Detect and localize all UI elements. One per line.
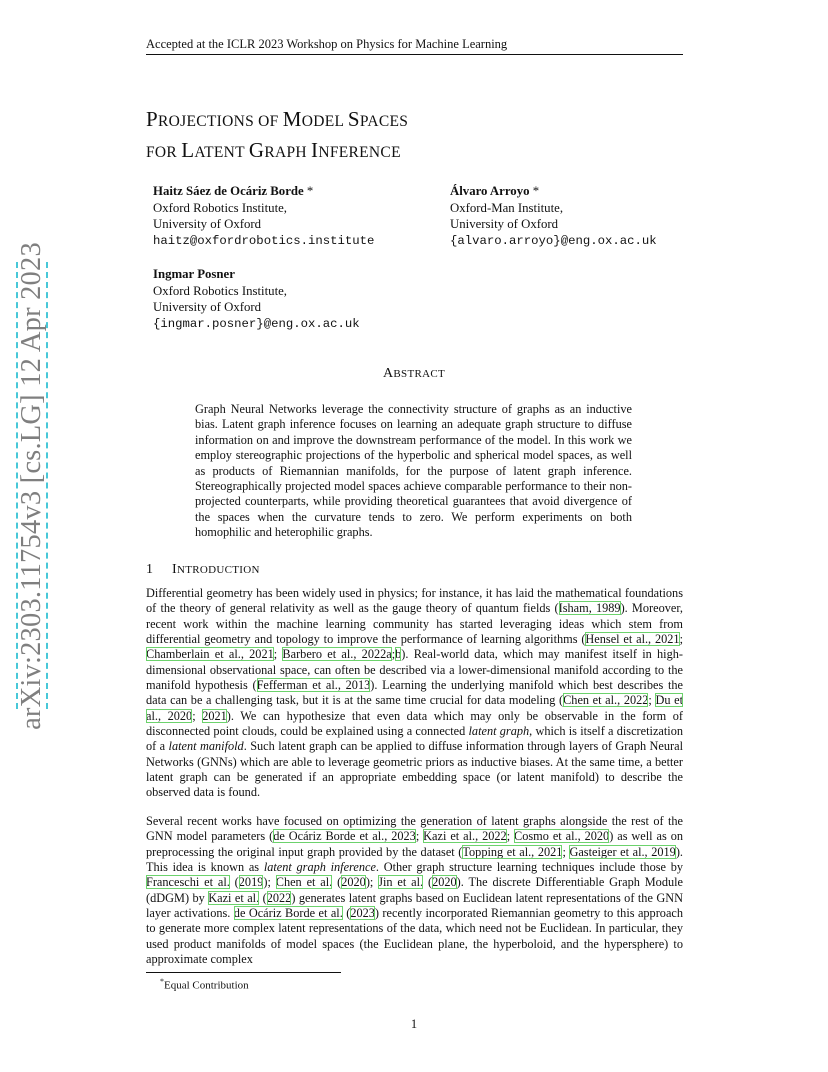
citation-link[interactable]: Chen et al. <box>275 875 333 890</box>
equal-contribution-mark: * <box>303 184 314 198</box>
emphasis-term: latent graph <box>468 724 530 739</box>
citation-link[interactable]: Fefferman et al., 2013 <box>256 678 371 693</box>
author-name: Álvaro Arroyo <box>450 184 530 198</box>
stamp-border-right <box>46 262 48 709</box>
citation-link[interactable]: Franceschi et al. <box>146 875 230 890</box>
author-affiliation: Oxford Robotics Institute, <box>153 200 287 215</box>
section-heading-introduction: 1 INTRODUCTION <box>146 562 260 577</box>
emphasis-term: latent graph inference <box>263 860 376 875</box>
section-number: 1 <box>146 562 154 577</box>
citation-link[interactable]: 2020 <box>341 875 366 890</box>
citation-link[interactable]: b <box>395 647 402 662</box>
intro-paragraph-2: Several recent works have focused on optimizing the generation of latent graphs alongside the rest of the GNN model parameters (de Ocáriz Borde et al., 2023; Kazi et al., 2022; Cosmo et al., 2020) as well as on preprocessing the original input graph provided by the dataset (Topping et al., 2021; Gasteiger et al., 2019). This idea is known as latent graph inference. Other graph structure learning techniques include those by Franceschi et al. (2019); Chen et al. (2020); Jin et al. (2020). The discrete Differentiable Graph Module (dDGM) by Kazi et al. (2022) generates latent graphs based on Euclidean latent representations of the GNN layer activations. de Ocáriz Borde et al. (2023) recently incorporated Riemannian geometry to this approach to generate more complex latent representations of the data, which need not be Euclidean. In particular, they used product manifolds of model spaces (the Euclidean plane, the hyperboloid, and the hypersphere) to approximate complex <box>146 814 684 967</box>
footnote-divider <box>146 972 341 973</box>
citation-link[interactable]: Kazi et al., 2022 <box>423 829 507 844</box>
citation-link[interactable]: Isham, 1989 <box>558 601 621 616</box>
arxiv-id-text: arXiv:2303.11754v3 [cs.LG] 12 Apr 2023 <box>16 241 48 730</box>
citation-link[interactable]: 2020 <box>432 875 457 890</box>
citation-link[interactable]: Gasteiger et al., 2019 <box>569 844 676 859</box>
page-number: 1 <box>410 1017 418 1031</box>
paper-title: PROJECTIONS OF MODEL SPACES FOR LATENT GRAPH INFERENCE <box>146 107 409 162</box>
citation-link[interactable]: Chamberlain et al., 2021 <box>146 647 274 662</box>
author-university: University of Oxford <box>450 217 559 231</box>
citation-link[interactable]: Kazi et al. <box>208 890 260 905</box>
arxiv-identifier-stamp <box>12 241 52 730</box>
citation-link[interactable]: Chen et al., 2022 <box>563 693 649 708</box>
author-email[interactable]: {alvaro.arroyo}@eng.ox.ac.uk <box>450 233 657 248</box>
emphasis-term: latent manifold <box>168 739 244 754</box>
author-block-1 <box>153 183 374 249</box>
author-block-3 <box>153 266 360 332</box>
footnote-text: Equal Contribution <box>164 979 249 992</box>
citation-link[interactable]: de Ocáriz Borde et al. <box>233 906 343 921</box>
author-university: University of Oxford <box>153 217 262 231</box>
author-name: Haitz Sáez de Ocáriz Borde <box>153 184 304 198</box>
author-email[interactable]: haitz@oxfordrobotics.institute <box>153 233 375 248</box>
abstract-heading: ABSTRACT <box>382 366 446 381</box>
intro-paragraph-1: Differential geometry has been widely used in physics; for instance, it has laid the mathematical foundations of the theory of general relativity as well as the gauge theory of quantum fields (Isham, 1989). Moreover, recent work within the machine learning community has started leveraging ideas which stem from differential geometry and topology to improve the performance of learning algorithms (Hensel et al., 2021; Chamberlain et al., 2021; Barbero et al., 2022a;b). Real-world data, which may manifest itself in high-dimensional observational space, can often be described via a lower-dimensional manifold according to the manifold hypothesis (Fefferman et al., 2013). Learning the underlying manifold which best describes the data can be a challenging task, but it is at the same time crucial for data modeling (Chen et al., 2022; Du et al., 2020; 2021). We can hypothesize that even data which may only be observable in the form of disconnected point clouds, could be explained using a connected latent graph, which is itself a discretization of a latent manifold. Such latent graph can be applied to diffuse information through layers of Graph Neural Networks (GNNs) which are able to leverage geometric priors as inductive biases. At the same time, a better latent graph can be generated if an appropriate embedding space (or latent manifold) to describe the observed data is found. <box>146 586 683 800</box>
author-affiliation: Oxford-Man Institute, <box>450 200 564 215</box>
author-name: Ingmar Posner <box>153 267 235 281</box>
citation-link[interactable]: Cosmo et al., 2020 <box>514 829 610 844</box>
citation-link[interactable]: Du et al., 2020 <box>146 693 683 723</box>
author-university: University of Oxford <box>153 300 262 314</box>
citation-link[interactable]: 2023 <box>350 906 375 921</box>
citation-link[interactable]: de Ocáriz Borde et al., 2023 <box>273 829 416 844</box>
citation-link[interactable]: 2021 <box>202 708 227 723</box>
author-affiliation: Oxford Robotics Institute, <box>153 283 287 298</box>
equal-contribution-mark: * <box>529 184 540 198</box>
citation-link[interactable]: Barbero et al., 2022a <box>282 647 392 662</box>
author-block-2 <box>450 183 657 249</box>
citation-link[interactable]: Hensel et al., 2021 <box>585 632 680 647</box>
footnote-mark: * <box>160 977 164 986</box>
citation-link[interactable]: 2022 <box>266 890 292 905</box>
author-email[interactable]: {ingmar.posner}@eng.ox.ac.uk <box>153 316 360 331</box>
abstract-text: Graph Neural Networks leverage the connectivity structure of graphs as an inductive bias. Latent graph inference focuses on learning an adequate graph structure to diffuse information on and improve the downstream performance of the model. In this work we employ stereographic projections of the hyperbolic and spherical model spaces, as well as products of Riemannian manifolds, for the purpose of latent graph inference. Stereographically projected model spaces achieve comparable performance to their non-projected counterparts, while providing theoretical guarantees that avoid divergence of the spaces when the curvature tends to zero. We perform experiments on both homophilic and heterophilic graphs. <box>195 402 632 540</box>
running-header: Accepted at the ICLR 2023 Workshop on Physics for Machine Learning <box>146 37 683 55</box>
citation-link[interactable]: Topping et al., 2021 <box>462 844 563 859</box>
footnote <box>160 977 249 992</box>
citation-link[interactable]: Jin et al. <box>378 875 424 890</box>
citation-link[interactable]: 2019 <box>238 875 264 890</box>
